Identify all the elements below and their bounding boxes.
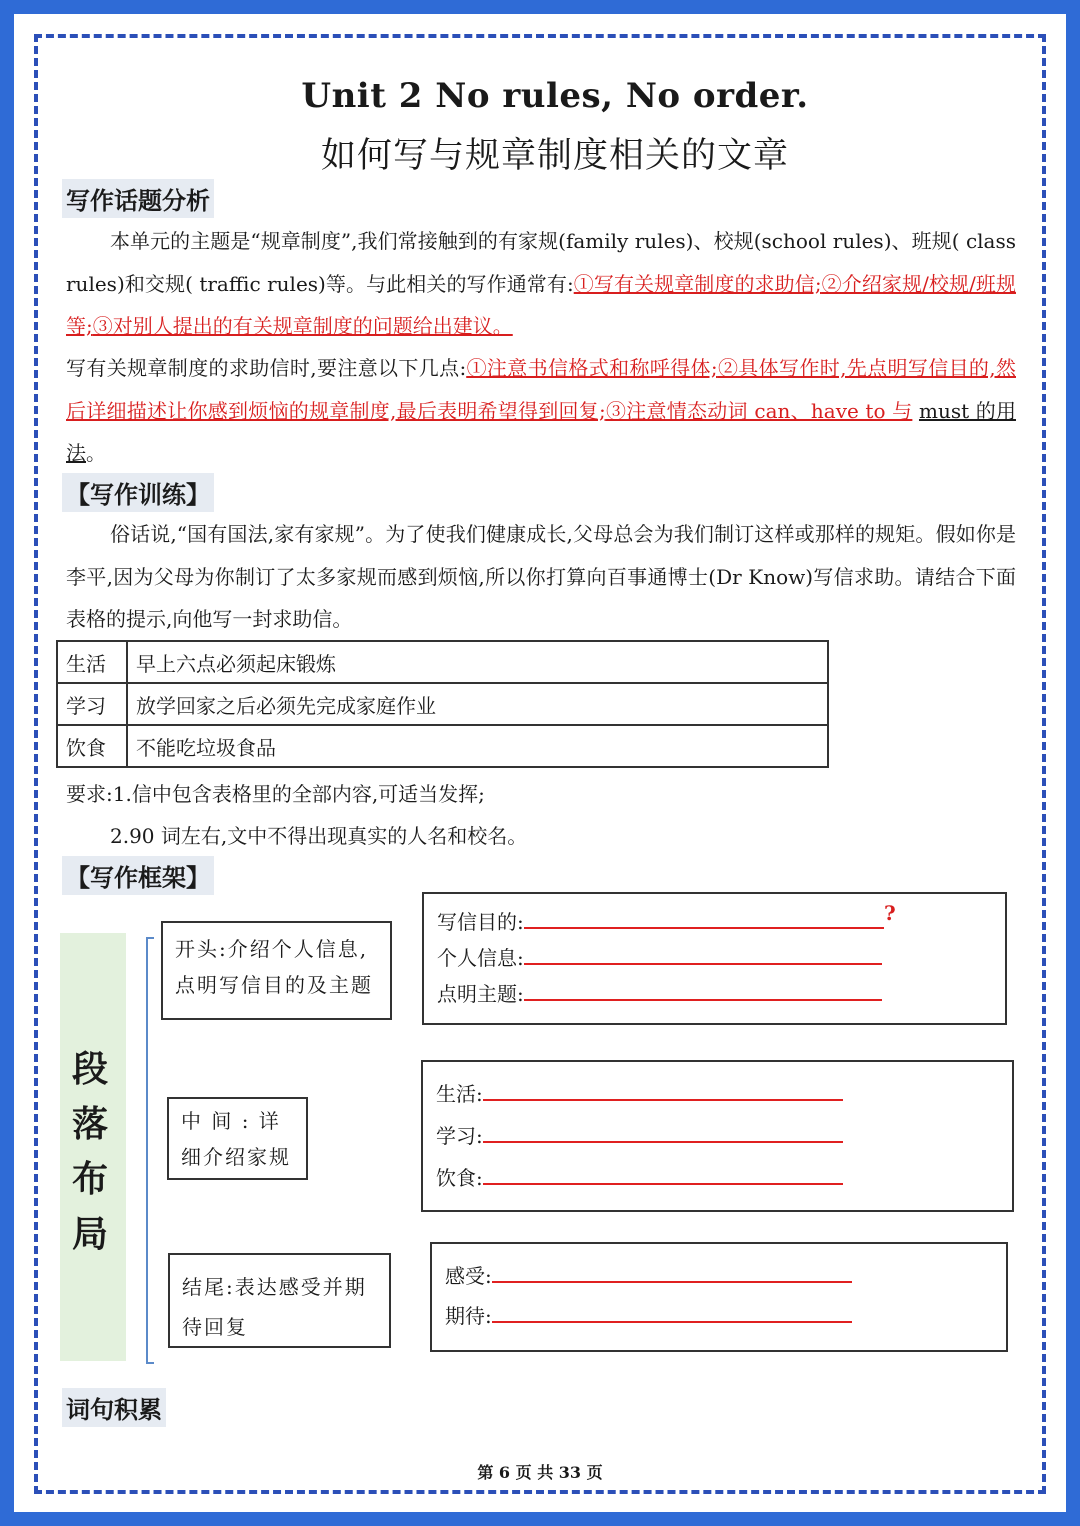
middle-text: 中 间 : 详 细介绍家规 bbox=[181, 1109, 291, 1169]
answer-line[interactable] bbox=[483, 1099, 843, 1101]
requirement-2: 2.90 词左右,文中不得出现真实的人名和校名。 bbox=[110, 824, 528, 848]
hint-category: 学习 bbox=[57, 683, 127, 725]
analysis-p1-point-1: ①写有关规章制度的求助信; bbox=[573, 271, 822, 296]
fill-field bbox=[437, 901, 896, 935]
training-prompt: 俗话说,“国有国法,家有家规”。为了使我们健康成长,父母总会为我们制订这样或那样的规矩。假如你是李平,因为父母为你制订了太多家规而感到烦恼,所以你打算向百事通博士(Dr Know)写信求助。请结合下面表格的提示,向他写一封求助信。 bbox=[66, 522, 1016, 631]
opening-box bbox=[161, 921, 392, 1020]
answer-line[interactable] bbox=[524, 901, 896, 929]
opening-text: 开头:介绍个人信息,点明写信目的及主题 bbox=[175, 937, 373, 997]
label-char: 落 bbox=[71, 1103, 108, 1145]
field-label: 感受: bbox=[445, 1264, 492, 1288]
answer-line[interactable] bbox=[492, 1321, 852, 1323]
hints-table bbox=[56, 640, 829, 768]
analysis-p1-point-3: ③对别人提出的有关规章制度的问题给出建议。 bbox=[92, 314, 513, 338]
answer-line[interactable] bbox=[483, 1141, 843, 1143]
label-char: 局 bbox=[71, 1213, 108, 1255]
page-number: 第 6 页 共 33 页 bbox=[477, 1463, 603, 1482]
fill-field bbox=[436, 1162, 843, 1191]
hint-category: 饮食 bbox=[57, 725, 127, 767]
fill-field bbox=[445, 1260, 852, 1289]
analysis-p1-text: 本单元的主题是“规章制度”,我们常接触到的有家规(family rules)、校规(school rules)、班规( class rules)和交规( traffic rules)等。与此相关的写作通常有: bbox=[66, 229, 1016, 296]
opening-fields-box bbox=[422, 892, 1007, 1025]
field-label: 个人信息: bbox=[437, 946, 524, 970]
field-label: 期待: bbox=[445, 1304, 492, 1328]
analysis-paragraph-1 bbox=[66, 220, 1016, 348]
fill-field bbox=[437, 942, 882, 971]
field-label: 点明主题: bbox=[437, 982, 524, 1006]
page-title-en: Unit 2 No rules, No order. bbox=[301, 76, 809, 116]
table-row bbox=[57, 683, 828, 725]
analysis-p2-point-2: ②具体写作时,先点明写信目的,然后详细描述让你感到烦恼的规章制度,最后表明希望得到回复; bbox=[66, 356, 1016, 423]
answer-line[interactable] bbox=[492, 1281, 852, 1283]
field-label: 饮食: bbox=[436, 1166, 483, 1190]
hint-category: 生活 bbox=[57, 641, 127, 683]
middle-box bbox=[167, 1097, 308, 1180]
fill-field bbox=[436, 1078, 843, 1107]
framework-heading: 【写作框架】 bbox=[62, 856, 214, 895]
ending-fields-box bbox=[430, 1242, 1008, 1352]
field-label: 写信目的: bbox=[437, 910, 524, 934]
field-label: 生活: bbox=[436, 1082, 483, 1106]
middle-fields-box bbox=[421, 1060, 1014, 1212]
answer-line[interactable] bbox=[483, 1183, 843, 1185]
analysis-p2-text: 写有关规章制度的求助信时,要注意以下几点: bbox=[66, 356, 467, 380]
training-heading: 【写作训练】 bbox=[62, 473, 214, 512]
question-mark: ? bbox=[884, 901, 896, 925]
fill-field bbox=[436, 1120, 843, 1149]
fill-field bbox=[445, 1300, 852, 1329]
label-char: 布 bbox=[71, 1158, 108, 1200]
answer-line[interactable] bbox=[524, 999, 882, 1001]
requirement-1: 要求:1.信中包含表格里的全部内容,可适当发挥; bbox=[66, 782, 485, 806]
field-label: 学习: bbox=[436, 1124, 483, 1148]
analysis-p2-must: must 的用法 bbox=[66, 398, 1016, 465]
label-char: 段 bbox=[71, 1048, 108, 1090]
fill-field bbox=[437, 978, 882, 1007]
vocab-heading: 词句积累 bbox=[62, 1388, 166, 1427]
hint-content: 早上六点必须起床锻炼 bbox=[127, 641, 828, 683]
answer-line[interactable] bbox=[524, 963, 882, 965]
table-row bbox=[57, 641, 828, 683]
analysis-p1-point-2: ②介绍家规/校规/班规等; bbox=[66, 271, 1016, 338]
analysis-p2-point-1: ①注意书信格式和称呼得体; bbox=[466, 356, 718, 380]
analysis-heading: 写作话题分析 bbox=[62, 179, 214, 218]
paragraph-layout-label bbox=[60, 933, 126, 1361]
ending-text: 结尾:表达感受并期待回复 bbox=[182, 1275, 367, 1339]
bracket-connector bbox=[146, 937, 154, 1364]
ending-box bbox=[168, 1253, 391, 1348]
analysis-paragraph-2 bbox=[66, 347, 1016, 475]
table-row bbox=[57, 725, 828, 767]
hint-content: 放学回家之后必须先完成家庭作业 bbox=[127, 683, 828, 725]
hint-content: 不能吃垃圾食品 bbox=[127, 725, 828, 767]
analysis-p2-end: 。 bbox=[86, 441, 106, 465]
page-title-zh: 如何写与规章制度相关的文章 bbox=[320, 136, 789, 176]
analysis-p2-point-3: ③注意情态动词 can、have to 与 bbox=[605, 398, 913, 423]
